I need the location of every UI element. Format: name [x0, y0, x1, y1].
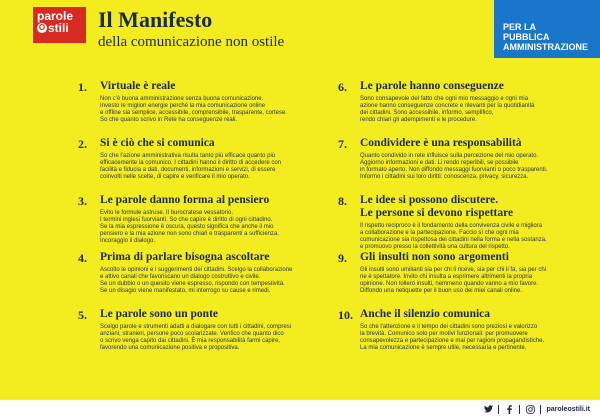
- principle-text: [360, 267, 574, 295]
- principle-10: [338, 308, 574, 365]
- text-line: la brevità. Comunico solo per motivi funzionali: per promuovere: [360, 331, 528, 338]
- principle-4: [78, 251, 314, 308]
- principle-3: [78, 194, 314, 251]
- divider: [519, 405, 520, 414]
- principle-title: Virtuale è reale: [100, 80, 176, 92]
- social-links: [483, 404, 590, 414]
- text-line: Se la mia espressione è oscura, questo significa che anche il mio: [100, 224, 274, 231]
- principle-7: [338, 137, 574, 194]
- divider: [498, 405, 499, 414]
- principle-number: 1.: [78, 80, 87, 94]
- principle-6: [338, 80, 574, 137]
- page-title: Il Manifesto: [98, 7, 213, 32]
- text-line: La mia comunicazione è sempre utile, necessaria e pertinente.: [360, 345, 527, 352]
- principle-text: [360, 223, 574, 251]
- text-line: Diffondo una netiquette per il buon uso dei miei canali online.: [360, 288, 522, 295]
- principle-2: [78, 137, 314, 194]
- parole-ostili-logo: [33, 7, 86, 43]
- badge-line: AMMINISTRAZIONE: [503, 42, 588, 52]
- principle-number: 9.: [338, 251, 347, 265]
- principle-number: 8.: [338, 194, 347, 208]
- text-line: Scelgo parole e strumenti adatti a dialogare con tutti i cittadini, compresi: [100, 324, 292, 330]
- principle-1: [78, 80, 314, 137]
- text-line: e attivo canali che favoriscano un dialogo costruttivo e civile.: [100, 274, 261, 281]
- text-line: ne è spettatore. Invito chi insulta a esprimere altrimenti la propria: [360, 274, 533, 281]
- text-line: o scrivo venga capito dai cittadini. È mia responsabilità farmi capire,: [100, 338, 281, 345]
- text-line: So che quanto scrivo in Rete ha conseguenze reali.: [100, 117, 238, 124]
- text-line: facilità e fiducia a dati, documenti, informazioni e servizi, di essere: [100, 167, 276, 174]
- text-line: Se un dubbio o un quesito viene espresso, rispondo con tempestività.: [100, 281, 285, 288]
- principle-title: Le parole hanno conseguenze: [360, 80, 504, 92]
- principle-title: Si è ciò che si comunica: [100, 137, 215, 149]
- text-line: rendo chiari gli adempimenti e le procedure.: [360, 117, 477, 124]
- principle-title: Le idee si possono discutere.: [360, 194, 499, 206]
- text-line: Se un disagio viene manifestato, mi interrogo su cause e rimedi.: [100, 288, 271, 295]
- divider: [540, 405, 541, 414]
- text-line: So che l'azione amministrativa risulta tanto più efficace quanto più: [100, 153, 276, 159]
- text-line: Informo i cittadini sui loro diritti: conoscenza, privacy, sicurezza.: [360, 174, 529, 181]
- text-line: dei cittadini. Sono accessibile, informo, semplifico,: [360, 110, 494, 117]
- principle-number: 3.: [78, 194, 87, 208]
- text-line: favorendo una comunicazione positiva e propositiva.: [100, 345, 240, 352]
- principle-number: 2.: [78, 137, 87, 151]
- text-line: I termini inglesi fuorvianti. So che capire è diritto di ogni cittadino.: [100, 217, 273, 224]
- principle-5: [78, 308, 314, 365]
- text-line: e offline sia semplice, accessibile, comprensibile, trasparente, cortese.: [100, 110, 287, 117]
- principle-number: 5.: [78, 308, 87, 322]
- text-line: Il rispetto reciproco è il fondamento della convivenza civile e migliora: [360, 223, 543, 229]
- text-line: Ascolto le opinioni e i suggerimenti dei cittadini. Scelgo la collaborazione: [100, 267, 293, 273]
- text-line: Gli insulti sono umilianti sia per chi li riceve, sia per chi li fa, sia per chi: [360, 267, 547, 273]
- text-line: azione hanno conseguenze concrete e rilevanti per la quotidianità: [360, 103, 535, 110]
- principle-title: Le parole danno forma al pensiero: [100, 194, 270, 206]
- logo-line1: parole: [37, 9, 74, 23]
- text-line: pensiero e la mia azione non sono chiari e trasparenti a sufficienza.: [100, 231, 279, 238]
- principle-number: 10.: [338, 308, 353, 322]
- principle-title: Prima di parlare bisogna ascoltare: [100, 251, 270, 263]
- logo-line2: stili: [48, 21, 69, 35]
- audience-badge: [494, 0, 600, 58]
- text-line: consapevolezza e partecipazione e mai per ragioni propagandistiche.: [360, 338, 545, 345]
- principle-number: 6.: [338, 80, 347, 94]
- principle-number: 7.: [338, 137, 347, 151]
- principle-number: 4.: [78, 251, 87, 265]
- principles-right-column: [338, 80, 574, 365]
- principles-left-column: [78, 80, 314, 365]
- text-line: So che l'attenzione e il tempo dei cittadini sono preziosi e valorizzo: [360, 324, 538, 330]
- text-line: a collaborazione e la partecipazione. Faccio sì che ogni mia: [360, 230, 519, 237]
- text-line: efficacemente la comunico. I cittadini hanno il diritto di accedere con: [100, 160, 281, 167]
- text-line: Evito le formule astruse. Il burocratese vessatorio.: [100, 210, 234, 216]
- text-line: comunicazione sia rispettosa dei cittadini nella forma e nella sostanza,: [360, 237, 547, 244]
- page-subtitle: della comunicazione non ostile: [98, 34, 285, 50]
- text-line: Aggiorno informazioni e dati. Li rendo reperibili, se possibile: [360, 160, 519, 167]
- text-line: Quanto condivido in rete influisce sulla percezione del mio operato.: [360, 153, 539, 159]
- principle-9: [338, 251, 574, 308]
- principle-title-line2: Le persone si devono rispettare: [360, 207, 514, 219]
- principle-text: [100, 96, 314, 124]
- text-line: Sono consapevole del fatto che ogni mio messaggio e ogni mia: [360, 96, 529, 102]
- principle-title: Le parole sono un ponte: [100, 308, 219, 320]
- logo-line2-wrap: [37, 22, 82, 34]
- text-line: Non c'è buona amministrazione senza buona comunicazione.: [100, 96, 264, 102]
- footer: [0, 399, 600, 419]
- facebook-icon[interactable]: [504, 404, 514, 414]
- website-link[interactable]: paroleostili.it: [546, 405, 590, 413]
- text-line: opinione. Non tollero insulti, nemmeno quando vanno a mio favore.: [360, 281, 539, 288]
- twitter-icon[interactable]: [483, 404, 493, 414]
- principle-text: [360, 96, 574, 124]
- principle-title: Gli insulti non sono argomenti: [360, 251, 509, 263]
- text-line: Incoraggio il dialogo.: [100, 238, 156, 245]
- principle-text: [360, 153, 574, 181]
- text-line: coinvolti nelle scelte, di capire e verificare il mio operato.: [100, 174, 250, 181]
- principle-text: [360, 324, 574, 352]
- text-line: anziani, stranieri, persone poco scolarizzate. Verifico che quanto dico: [100, 331, 284, 338]
- principle-title: Condividere è una responsabilità: [360, 137, 522, 149]
- text-line: in formato aperto. Non diffondo messaggi fuorvianti o poco trasparenti.: [360, 167, 548, 174]
- principle-text: [100, 267, 314, 295]
- principle-title: Anche il silenzio comunica: [360, 308, 491, 320]
- instagram-icon[interactable]: [525, 404, 535, 414]
- principle-text: [100, 210, 314, 245]
- principle-text: [100, 324, 314, 352]
- text-line: Investo le migliori energie perché la mia comunicazione online: [100, 103, 266, 110]
- text-line: e promuovo presso la collettività una cultura del rispetto.: [360, 244, 510, 251]
- logo-mark: O: [38, 23, 46, 32]
- badge-line: PER LA: [503, 22, 537, 32]
- principle-text: [100, 153, 314, 181]
- badge-line: PUBBLICA: [503, 32, 550, 42]
- principle-8: [338, 194, 574, 251]
